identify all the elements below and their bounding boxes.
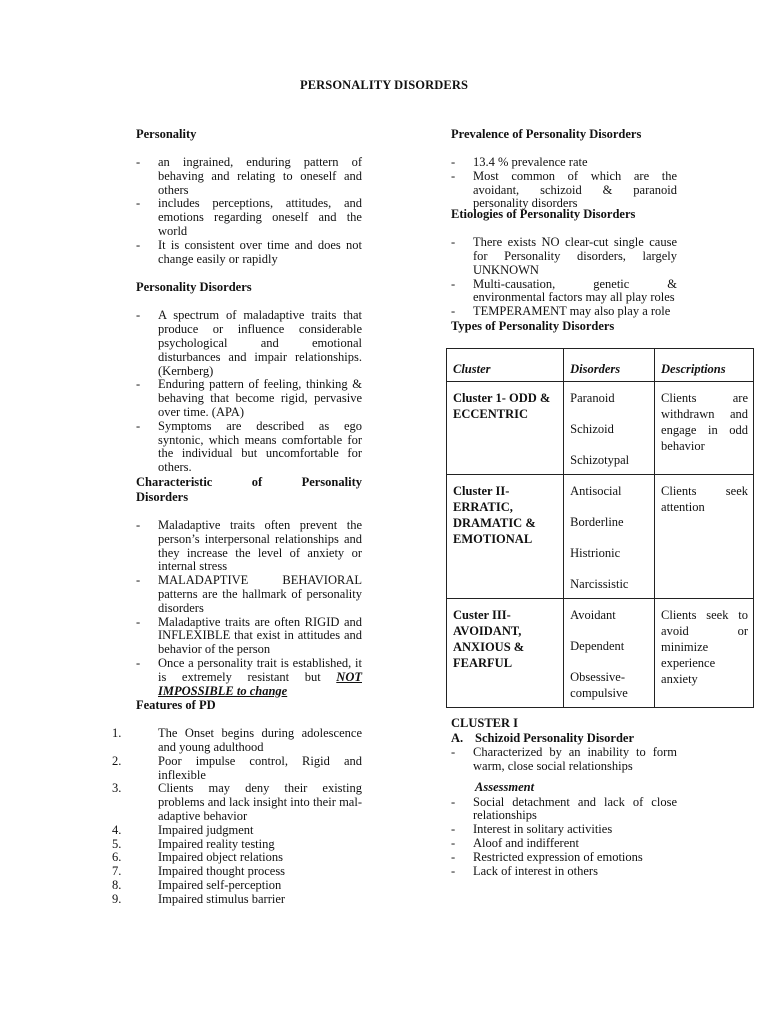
item-number: 8. — [112, 878, 122, 893]
list-item: - Aloof and indifferent — [451, 837, 677, 851]
list-item — [112, 850, 362, 865]
features-list — [112, 726, 362, 906]
emphasis-text: NOT IMPOSSIBLE to change — [158, 669, 362, 698]
item-text: The Onset begins during adolescence and young adulthood — [158, 726, 362, 755]
cluster-cell: Cluster II- ERRATIC, DRAMATIC & EMOTIONAL — [447, 474, 564, 598]
list-item: - Social detachment and lack of close relationships — [451, 796, 677, 824]
column-header-disorders: Disorders — [564, 348, 655, 381]
list-item — [112, 891, 362, 907]
list-item — [112, 864, 362, 879]
list-item: - Enduring pattern of feeling, thinking & behaving that become rigid, pervasive over time. (APA) — [136, 378, 362, 419]
prevalence-list — [451, 156, 677, 211]
list-item: - A spectrum of maladaptive traits that produce or influence considerable psychological and emotional disturbances and impair relationships. (Kernberg) — [136, 309, 362, 378]
column-header-cluster: Cluster — [447, 348, 564, 381]
list-item: - Maladaptive traits often prevent the person’s interpersonal relationships and they increase the level of anxiety or internal stress — [136, 519, 362, 574]
item-text: Impaired object relations — [158, 850, 283, 865]
disorders-cell — [564, 381, 655, 474]
table-row — [447, 474, 754, 598]
list-item: - TEMPERAMENT may also play a role — [451, 305, 677, 319]
list-item — [136, 657, 362, 698]
list-item — [112, 822, 362, 838]
etiologies-heading: Etiologies of Personality Disorders — [451, 207, 636, 222]
etiologies-list — [451, 236, 677, 319]
list-item: - Restricted expression of emotions — [451, 851, 677, 865]
table-row — [447, 598, 754, 707]
sub-letter: A. — [451, 730, 464, 745]
assessment-list — [451, 796, 677, 879]
schizoid-heading — [451, 731, 677, 746]
disorder-name: Avoidant — [570, 607, 616, 622]
list-item: - It is consistent over time and does not change easily or rapidly — [136, 239, 362, 267]
disorder-name: Borderline — [570, 514, 624, 529]
sub-heading-text: Schizoid Personality Disorder — [475, 730, 635, 745]
item-number: 6. — [112, 850, 122, 865]
types-table — [446, 348, 754, 708]
personality-disorders-heading: Personality Disorders — [136, 280, 252, 295]
page-title: PERSONALITY DISORDERS — [300, 78, 468, 92]
list-item: - Characterized by an inability to form warm, close social relationships — [451, 746, 677, 774]
list-item-text: Once a personality trait is established, it is extremely resistant but — [158, 655, 362, 684]
item-text: Impaired stimulus barrier — [158, 891, 286, 906]
item-text: Poor impulse control, Rigid and inflexible — [158, 753, 362, 782]
cluster-one-heading: CLUSTER I — [451, 715, 519, 730]
features-heading: Features of PD — [136, 698, 216, 713]
list-item: - Multi-causation, genetic & environmental factors may all play roles — [451, 278, 677, 306]
item-number: 7. — [112, 864, 122, 879]
cluster-cell: Custer III- AVOIDANT, ANXIOUS & FEARFUL — [447, 598, 564, 707]
list-item — [112, 726, 362, 755]
item-text: Clients may deny their existing problems and lack insight into their mal-adaptive behavior — [158, 781, 362, 824]
disorders-cell — [564, 598, 655, 707]
list-item: - an ingrained, enduring pattern of behaving and relating to oneself and others — [136, 156, 362, 197]
disorder-name: Obsessive-compulsive — [570, 669, 628, 700]
schizoid-list — [451, 746, 677, 774]
list-item: - Maladaptive traits are often RIGID and INFLEXIBLE that exist in attitudes and behavior of the person — [136, 616, 362, 657]
list-item: - includes perceptions, attitudes, and emotions regarding oneself and the world — [136, 197, 362, 238]
cluster-one-section — [451, 716, 677, 878]
prevalence-heading: Prevalence of Personality Disorders — [451, 127, 642, 141]
personality-disorders-list — [136, 309, 362, 475]
disorder-name: Narcissistic — [570, 576, 629, 591]
list-item: - Lack of interest in others — [451, 865, 677, 879]
item-number: 2. — [112, 753, 122, 768]
list-item: - There exists NO clear-cut single cause for Personality disorders, largely UNKNOWN — [451, 236, 677, 277]
list-item: - MALADAPTIVE BEHAVIORAL patterns are the hallmark of personality disorders — [136, 574, 362, 615]
item-text: Impaired judgment — [158, 822, 254, 837]
personality-list — [136, 156, 362, 266]
personality-heading: Personality — [136, 127, 197, 141]
list-item: - 13.4 % prevalence rate — [451, 156, 677, 170]
disorder-name: Paranoid — [570, 390, 615, 405]
item-number: 4. — [112, 822, 122, 837]
item-text: Impaired reality testing — [158, 836, 275, 851]
item-number: 5. — [112, 836, 122, 851]
assessment-heading: Assessment — [475, 779, 535, 794]
item-text: Impaired self-perception — [158, 878, 282, 893]
column-header-descriptions: Descriptions — [655, 348, 754, 381]
cluster-cell: Cluster 1- ODD & ECCENTRIC — [447, 381, 564, 474]
item-number: 3. — [112, 781, 122, 796]
types-heading: Types of Personality Disorders — [451, 318, 615, 333]
disorder-name: Dependent — [570, 638, 625, 653]
item-number: 9. — [112, 891, 122, 906]
list-item — [112, 836, 362, 852]
table-header-row — [447, 348, 754, 381]
characteristic-heading: Characteristic of Personality Disorders — [136, 474, 362, 504]
list-item — [112, 753, 362, 783]
list-item: - Most common of which are the avoidant, schizoid & paranoid personality disorders — [451, 170, 677, 211]
description-cell: Clients are withdrawn and engage in odd behavior — [655, 381, 754, 474]
item-text: Impaired thought process — [158, 864, 286, 879]
description-cell: Clients seek to avoid or minimize experience anxiety — [655, 598, 754, 707]
table-row — [447, 381, 754, 474]
left-column — [112, 127, 362, 907]
list-item — [112, 781, 362, 824]
list-item: - Interest in solitary activities — [451, 823, 677, 837]
list-item — [112, 878, 362, 893]
disorder-name: Schizotypal — [570, 452, 630, 467]
disorders-cell — [564, 474, 655, 598]
disorder-name: Schizoid — [570, 421, 614, 436]
item-number: 1. — [112, 726, 122, 741]
description-cell: Clients seek attention — [655, 474, 754, 598]
characteristic-list — [136, 519, 362, 698]
right-column — [451, 127, 753, 878]
list-item: - Symptoms are described as ego syntonic, which means comfortable for the individual but uncomfortable for others. — [136, 420, 362, 475]
disorder-name: Antisocial — [570, 483, 622, 498]
disorder-name: Histrionic — [570, 545, 621, 560]
